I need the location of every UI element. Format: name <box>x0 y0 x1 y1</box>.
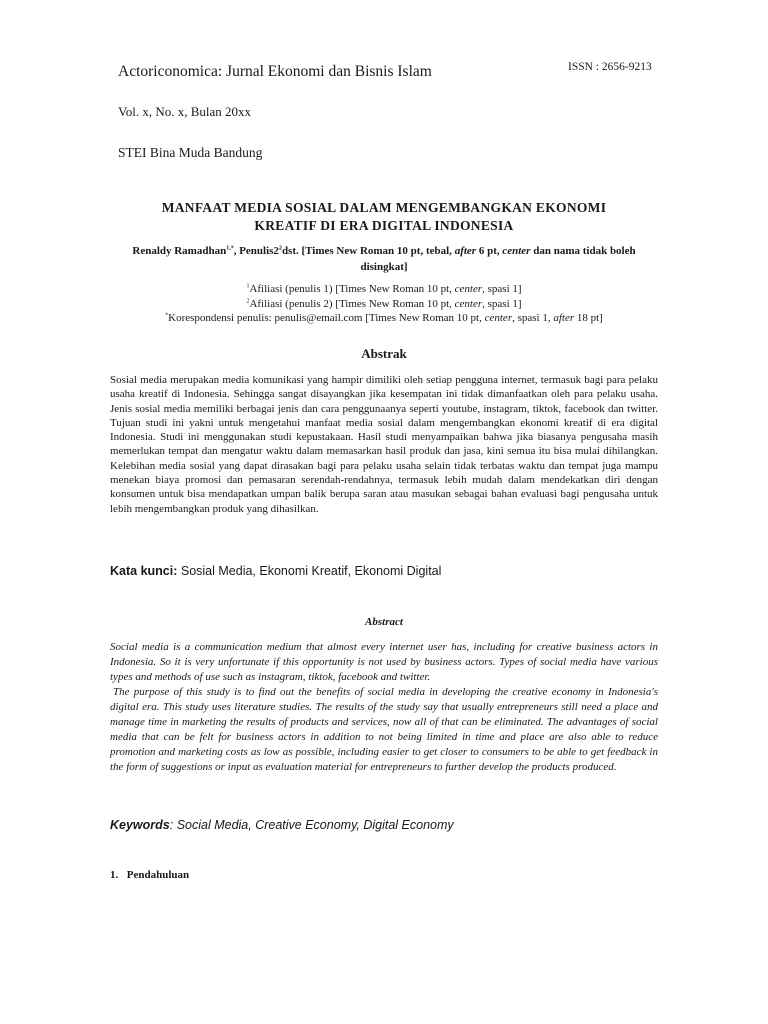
author-name-1: Renaldy Ramadhan <box>132 245 227 257</box>
section-title: Pendahuluan <box>126 869 190 881</box>
keywords-label: Keywords <box>110 818 170 832</box>
paper-title-line-1: MANFAAT MEDIA SOSIAL DALAM MENGEMBANGKAN EKONOMI <box>161 200 607 215</box>
author-name-2: , Penulis2 <box>233 245 279 257</box>
correspondence-suffix: 18 pt] <box>574 312 603 324</box>
author-format-note-a: dst. [Times New Roman 10 pt, tebal, <box>281 245 455 257</box>
correspondence-sup: * <box>165 312 169 319</box>
affiliation-2-suffix: , spasi 1] <box>482 298 522 310</box>
abstract-heading: Abstract <box>365 616 403 628</box>
abstract-paragraph-2: The purpose of this study is to find out the benefits of social media in developing the creative economy in Indonesia's digital era. This study uses literature studies. The results of the study say that usually entrepreneurs still need a place and manage time in marketing the results of products and services, now all of that can be eliminated. The advantages of social media that can be felt for business actors in addition to not being limited in time and place are also able to reduce promotion and marketing costs as low as possible, including easier to get closer to consumers to be able to get feedback in the form of suggestions or input as evaluation material for entrepreneurs to further develop the products produced. <box>110 686 658 773</box>
author-format-center: center <box>502 245 531 257</box>
journal-name: Actoriconomica: Jurnal Ekonomi dan Bisnis Islam <box>118 63 432 80</box>
abstrak-heading: Abstrak <box>361 346 407 361</box>
affiliation-2-sup: 2 <box>246 298 250 305</box>
abstract-paragraph-1: Social media is a communication medium that almost every internet user has, including for creative business actors in Indonesia. So it is very unfortunate if this opportunity is not used by business actors. Types of social media have various types and methods of use such as instagram, tiktok, facebook and twitter. <box>110 641 658 683</box>
paper-title <box>110 199 658 235</box>
author-format-note-c: dan nama tidak boleh disingkat] <box>360 245 636 273</box>
author-format-note-b: 6 pt, <box>476 245 503 257</box>
keywords-value: : Social Media, Creative Economy, Digital Economy <box>169 818 454 832</box>
affiliation-1-suffix: , spasi 1] <box>482 283 522 295</box>
section-heading-pendahuluan <box>110 869 189 881</box>
keywords <box>110 818 454 832</box>
section-number: 1. <box>110 869 119 881</box>
affiliation-2-center: center <box>454 298 483 310</box>
issn-label: ISSN : 2656-9213 <box>568 61 652 73</box>
correspondence-center: center <box>484 312 513 324</box>
affiliation-1 <box>110 282 658 296</box>
correspondence-mid: , spasi 1, <box>512 312 554 324</box>
author-format-after: after <box>454 245 477 257</box>
author-line <box>110 243 658 275</box>
correspondence <box>110 311 658 325</box>
abstrak-body: Sosial media merupakan media komunikasi yang hampir dimiliki oleh setiap pengguna internet, termasuk bagi para pelaku usaha kreatif di Indonesia. Sehingga sangat disayangkan jika kesempatan ini tidak dimanfaatkan oleh para pelaku usaha. Jenis sosial media memiliki berbagai jenis dan cara penggunaanya seperti youtube, instagram, tiktok, facebook dan twitter. Tujuan studi ini yakni untuk mengetahui manfaat media sosial dalam mengembangkan ekonomi kreatif di era digital Indonesia. Studi ini menggunakan studi kepustakaan. Hasil studi menyampaikan bahwa jika biasanya pengusaha masih memerlukan tempat dan mengatur waktu dalam memasarkan hasil produk dan jasa, kini semua itu bisa mulai dihilangkan. Kelebihan media sosial yang dapat dirasakan bagi para pelaku usaha selain tidak terbatas waktu dan tempat juga mampu menekan biaya promosi dan pemasaran serendah-rendahnya, termasuk lebih mudah dalam mendekatkan diri dengan konsumen untuk bisa mendapatkan umpan balik berupa saran atau masukan sebagai bahan evaluasi bagi pengusaha untuk lebih mengembangkan produk yang dihasilkan. <box>110 374 658 515</box>
affiliation-1-text: Afiliasi (penulis 1) [Times New Roman 10 pt, <box>249 283 455 295</box>
author-sup-1: 1,* <box>226 245 234 252</box>
kata-kunci-label: Kata kunci: <box>110 564 178 578</box>
affiliation-2 <box>110 297 658 311</box>
institution-name: STEI Bina Muda Bandung <box>118 145 263 160</box>
affiliation-1-sup: 1 <box>246 283 250 290</box>
correspondence-text: Korespondensi penulis: penulis@email.com [Times New Roman 10 pt, <box>168 312 485 324</box>
author-sup-2: 2 <box>278 245 282 252</box>
correspondence-after: after <box>553 312 575 324</box>
kata-kunci-value: Sosial Media, Ekonomi Kreatif, Ekonomi Digital <box>177 564 442 578</box>
abstract-body <box>110 640 658 775</box>
kata-kunci <box>110 564 441 578</box>
affiliation-2-text: Afiliasi (penulis 2) [Times New Roman 10 pt, <box>249 298 455 310</box>
affiliation-1-center: center <box>454 283 483 295</box>
paper-title-line-2: KREATIF DI ERA DIGITAL INDONESIA <box>254 218 514 233</box>
volume-info: Vol. x, No. x, Bulan 20xx <box>118 104 252 119</box>
